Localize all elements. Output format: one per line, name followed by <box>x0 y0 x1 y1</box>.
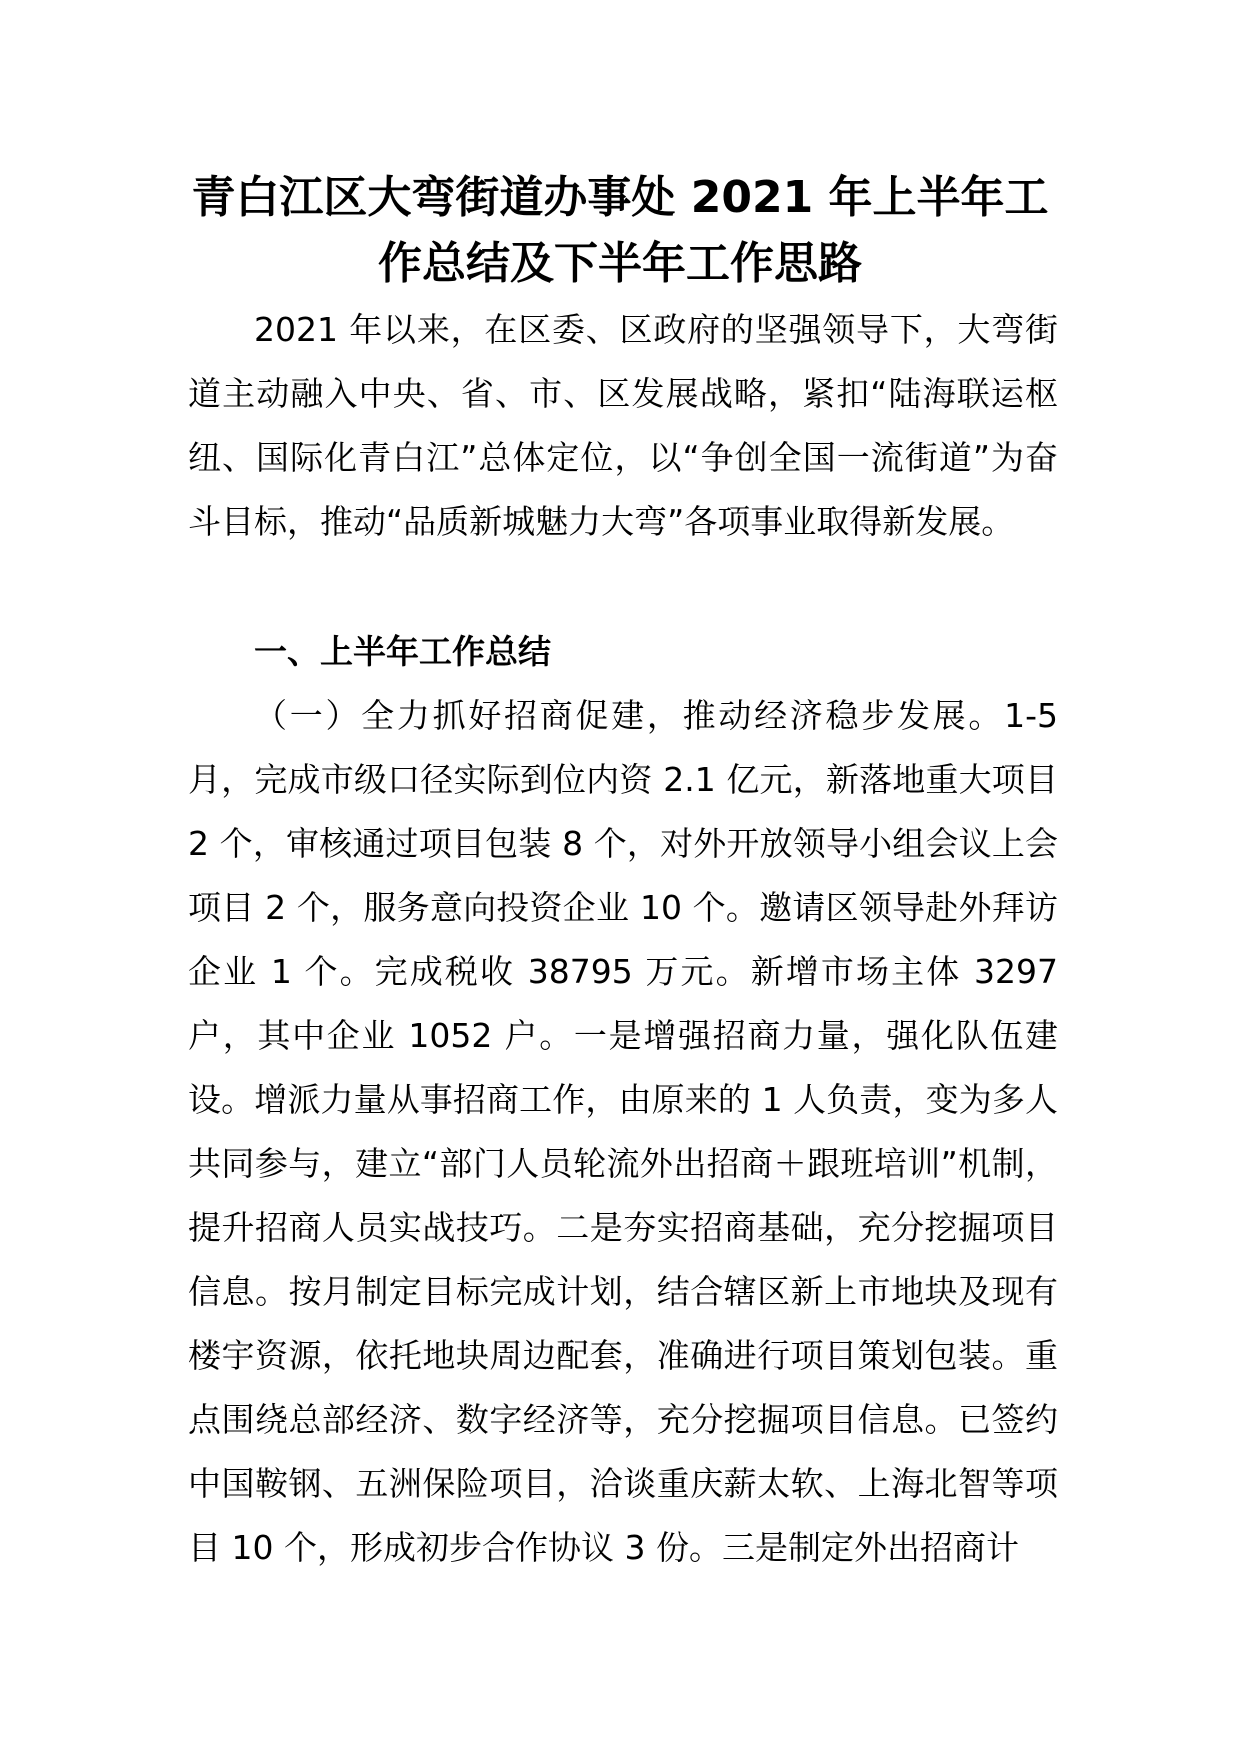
section-heading-first-half-summary: 一、上半年工作总结 <box>254 632 551 671</box>
document-title-line-2: 作总结及下半年工作思路 <box>378 238 862 289</box>
intro-paragraph: 2021 年以来，在区委、区政府的坚强领导下，大弯街道主动融入中央、省、市、区发展战略，紧扣“陆海联运枢纽、国际化青白江”总体定位，以“争创全国一流街道”为奋斗目标，推动“品质新城魅力大弯”各项事业取得新发展。 <box>188 310 1058 541</box>
section-1-paragraph: （一）全力抓好招商促建，推动经济稳步发展。1-5 月，完成市级口径实际到位内资 2.1 亿元，新落地重大项目 2 个，审核通过项目包装 8 个，对外开放领导小组会议上会项目 2 个，服务意向投资企业 10 个。邀请区领导赴外拜访企业 1 个。完成税收 38795 万元。新增市场主体 3297 户，其中企业 1052 户。一是增强招商力量，强化队伍建设。增派力量从事招商工作，由原来的 1 人负责，变为多人共同参与，建立“部门人员轮流外出招商＋跟班培训”机制，提升招商人员实战技巧。二是夯实招商基础，充分挖掘项目信息。按月制定目标完成计划，结合辖区新上市地块及现有楼宇资源，依托地块周边配套，准确进行项目策划包装。重点围绕总部经济、数字经济等，充分挖掘项目信息。已签约中国鞍钢、五洲保险项目，洽谈重庆薪太软、上海北智等项目 10 个，形成初步合作协议 3 份。三是制定外出招商计 <box>188 696 1058 1567</box>
document-title-line-1: 青白江区大弯街道办事处 2021 年上半年工 <box>191 172 1049 223</box>
